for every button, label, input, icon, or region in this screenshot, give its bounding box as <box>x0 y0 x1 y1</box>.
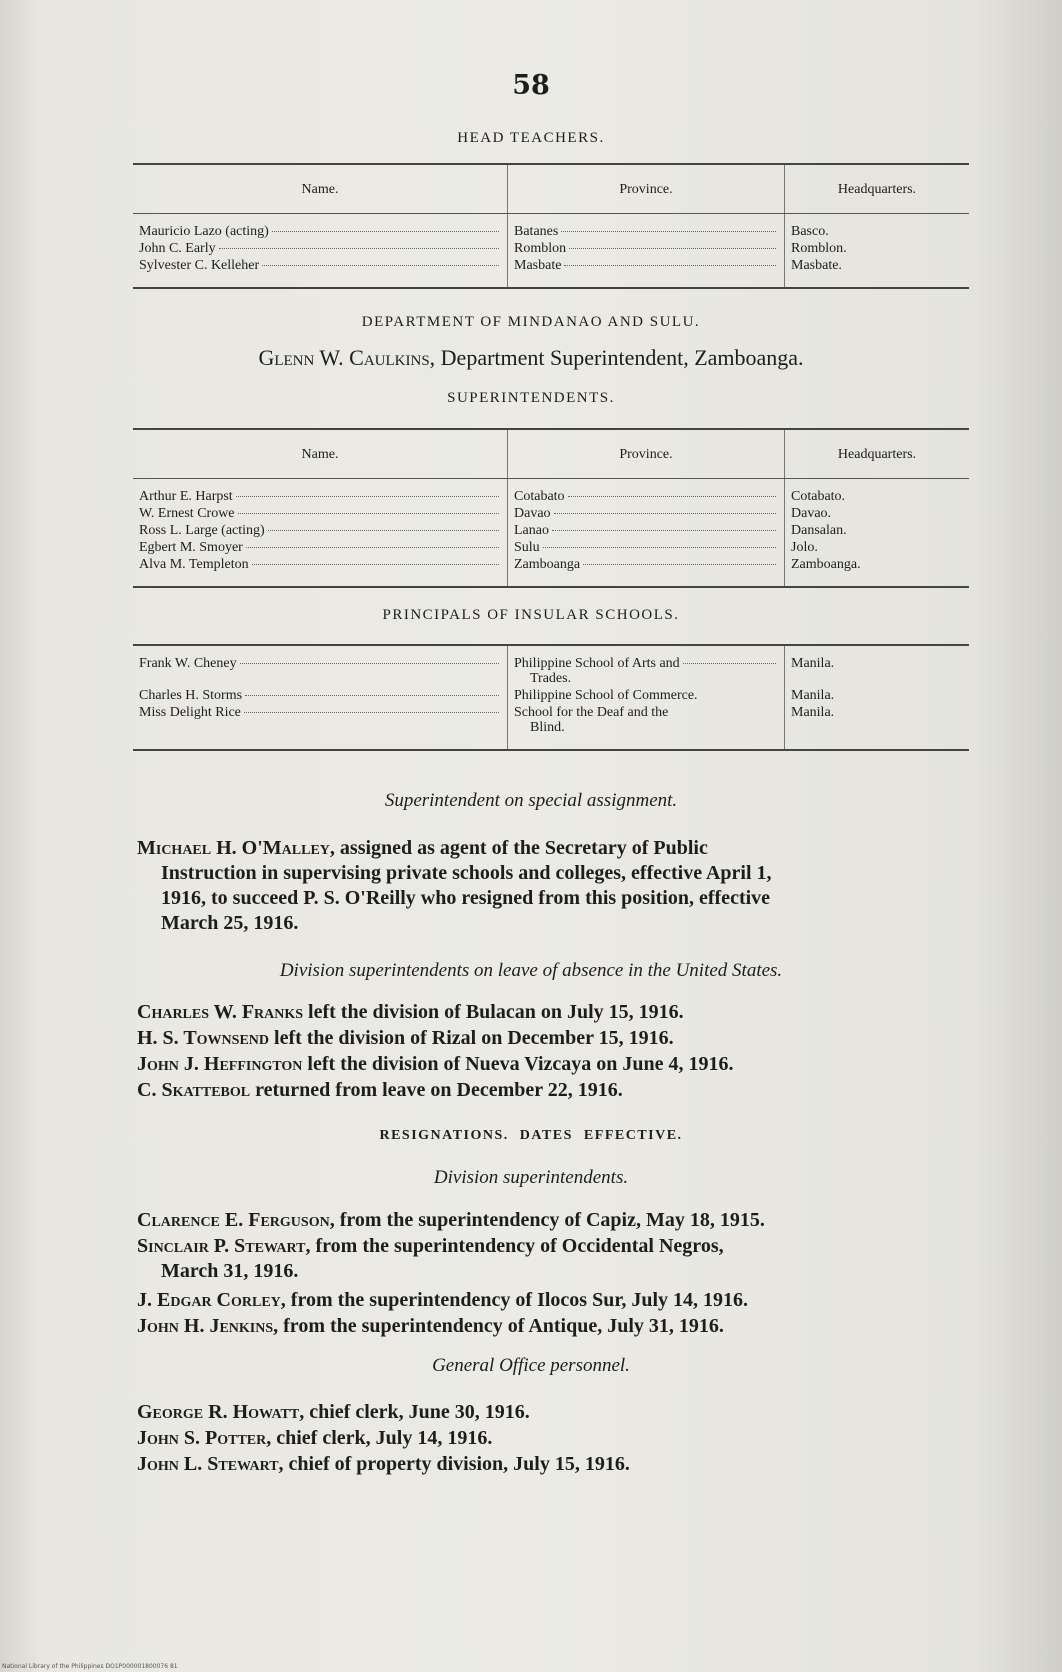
headquarters-cell: Basco. <box>785 214 970 240</box>
person-name: Charles W. Franks <box>137 1001 304 1023</box>
headquarters-cell: Dansalan. <box>785 521 970 538</box>
paragraph-line: 1916, to succeed P. S. O'Reilly who resigned from this position, effective <box>161 887 771 909</box>
list-item <box>137 1000 967 1025</box>
entry-text: , from the superintendency of Capiz, May 18, 1915. <box>329 1209 765 1231</box>
department-superintendent-line <box>0 345 1062 371</box>
province-cell: Lanao <box>514 523 776 538</box>
province-cell: Davao <box>514 506 776 521</box>
head-teachers-heading: HEAD TEACHERS. <box>457 130 605 146</box>
principals-table <box>133 644 969 751</box>
page-number: 58 <box>512 70 550 101</box>
superintendents-heading: SUPERINTENDENTS. <box>447 390 615 406</box>
table-row <box>133 645 969 686</box>
special-assignment-name: Michael H. O'Malley <box>137 837 330 859</box>
entry-text-continued: March 31, 1916. <box>161 1260 299 1282</box>
name-cell: Frank W. Cheney <box>139 656 499 671</box>
entry-text: , chief clerk, July 14, 1916. <box>266 1427 493 1449</box>
school-cell: Philippine School of Arts and <box>514 656 776 671</box>
table-row <box>133 256 969 288</box>
person-name: H. S. Townsend <box>137 1027 270 1049</box>
school-cell-continued: Trades. <box>530 671 572 686</box>
table-row <box>133 239 969 256</box>
department-superintendent-title: , Department Superintendent, Zamboanga. <box>429 345 804 370</box>
province-cell: Masbate <box>514 258 776 273</box>
person-name: C. Skattebol <box>137 1079 251 1101</box>
column-header-headquarters: Headquarters. <box>785 164 970 214</box>
table-row <box>133 686 969 703</box>
headquarters-cell: Masbate. <box>785 256 970 288</box>
headquarters-cell: Manila. <box>785 703 970 750</box>
column-header-name: Name. <box>133 429 508 479</box>
list-item <box>137 1026 967 1051</box>
province-cell: Batanes <box>514 224 776 239</box>
name-cell: Alva M. Templeton <box>139 557 499 572</box>
department-heading: DEPARTMENT OF MINDANAO AND SULU. <box>361 314 701 330</box>
superintendents-table <box>133 428 969 588</box>
entry-text: returned from leave on December 22, 1916. <box>250 1079 623 1101</box>
paragraph-line: March 25, 1916. <box>161 912 299 934</box>
province-cell: Romblon <box>514 241 776 256</box>
resignations-heading: RESIGNATIONS. DATES EFFECTIVE. <box>379 1128 683 1143</box>
headquarters-cell: Cotabato. <box>785 479 970 505</box>
province-cell: Zamboanga <box>514 557 776 572</box>
leave-heading: Division superintendents on leave of absence in the United States. <box>279 960 783 981</box>
entry-text: , chief clerk, June 30, 1916. <box>299 1401 530 1423</box>
name-cell: Arthur E. Harpst <box>139 489 499 504</box>
list-item <box>137 1288 967 1313</box>
table-row <box>133 504 969 521</box>
table-row <box>133 538 969 555</box>
entry-text: left the division of Bulacan on July 15, 1916. <box>303 1001 684 1023</box>
list-item <box>137 1452 967 1477</box>
headquarters-cell: Zamboanga. <box>785 555 970 587</box>
table-row <box>133 555 969 587</box>
name-cell: Mauricio Lazo (acting) <box>139 224 499 239</box>
paragraph-line: , assigned as agent of the Secretary of Public <box>329 837 708 859</box>
school-cell-continued: Blind. <box>530 720 565 735</box>
school-cell: Philippine School of Commerce. <box>514 688 698 703</box>
column-header-province: Province. <box>508 429 785 479</box>
name-cell: Egbert M. Smoyer <box>139 540 499 555</box>
list-item <box>137 1314 967 1339</box>
table-row <box>133 703 969 750</box>
school-cell: School for the Deaf and the <box>514 705 669 720</box>
name-cell: Sylvester C. Kelleher <box>139 258 499 273</box>
headquarters-cell: Manila. <box>785 645 970 686</box>
headquarters-cell: Davao. <box>785 504 970 521</box>
person-name: John L. Stewart <box>137 1453 279 1475</box>
person-name: John J. Heffington <box>137 1053 303 1075</box>
list-item <box>137 1234 967 1284</box>
general-office-heading: General Office personnel. <box>432 1355 630 1376</box>
name-cell: Ross L. Large (acting) <box>139 523 499 538</box>
person-name: Clarence E. Ferguson <box>137 1209 330 1231</box>
person-name: John H. Jenkins <box>137 1315 274 1337</box>
name-cell: W. Ernest Crowe <box>139 506 499 521</box>
person-name: John S. Potter <box>137 1427 267 1449</box>
column-header-name: Name. <box>133 164 508 214</box>
list-item <box>137 1078 967 1103</box>
headquarters-cell: Manila. <box>785 686 970 703</box>
entry-text: , chief of property division, July 15, 1916. <box>278 1453 630 1475</box>
paragraph-line: Instruction in supervising private schools and colleges, effective April 1, <box>161 862 772 884</box>
headquarters-cell: Romblon. <box>785 239 970 256</box>
entry-text: left the division of Rizal on December 15, 1916. <box>269 1027 674 1049</box>
list-item <box>137 1208 967 1233</box>
special-assignment-heading: Superintendent on special assignment. <box>384 790 678 811</box>
department-superintendent-name: Glenn W. Caulkins <box>258 345 430 370</box>
list-item <box>137 1400 967 1425</box>
principals-heading: PRINCIPALS OF INSULAR SCHOOLS. <box>382 607 680 623</box>
list-item <box>137 1052 967 1077</box>
entry-text: left the division of Nueva Vizcaya on June 4, 1916. <box>302 1053 734 1075</box>
person-name: J. Edgar Corley <box>137 1289 281 1311</box>
entry-text: , from the superintendency of Ilocos Sur, July 14, 1916. <box>280 1289 749 1311</box>
table-row <box>133 479 969 505</box>
head-teachers-table <box>133 163 969 289</box>
column-header-province: Province. <box>508 164 785 214</box>
division-superintendents-heading: Division superintendents. <box>433 1167 629 1188</box>
name-cell: Miss Delight Rice <box>139 705 499 720</box>
province-cell: Cotabato <box>514 489 776 504</box>
list-item <box>137 1426 967 1451</box>
table-row <box>133 521 969 538</box>
special-assignment-paragraph <box>137 836 967 936</box>
person-name: Sinclair P. Stewart <box>137 1235 306 1257</box>
table-row <box>133 214 969 240</box>
name-cell: Charles H. Storms <box>139 688 499 703</box>
province-cell: Sulu <box>514 540 776 555</box>
headquarters-cell: Jolo. <box>785 538 970 555</box>
name-cell: John C. Early <box>139 241 499 256</box>
entry-text: , from the superintendency of Occidental Negros, <box>305 1235 724 1257</box>
person-name: George R. Howatt <box>137 1401 300 1423</box>
footer-caption: National Library of the Philippines DO1P000001800076 81 <box>2 1663 178 1670</box>
column-header-headquarters: Headquarters. <box>785 429 970 479</box>
entry-text: , from the superintendency of Antique, July 31, 1916. <box>273 1315 724 1337</box>
